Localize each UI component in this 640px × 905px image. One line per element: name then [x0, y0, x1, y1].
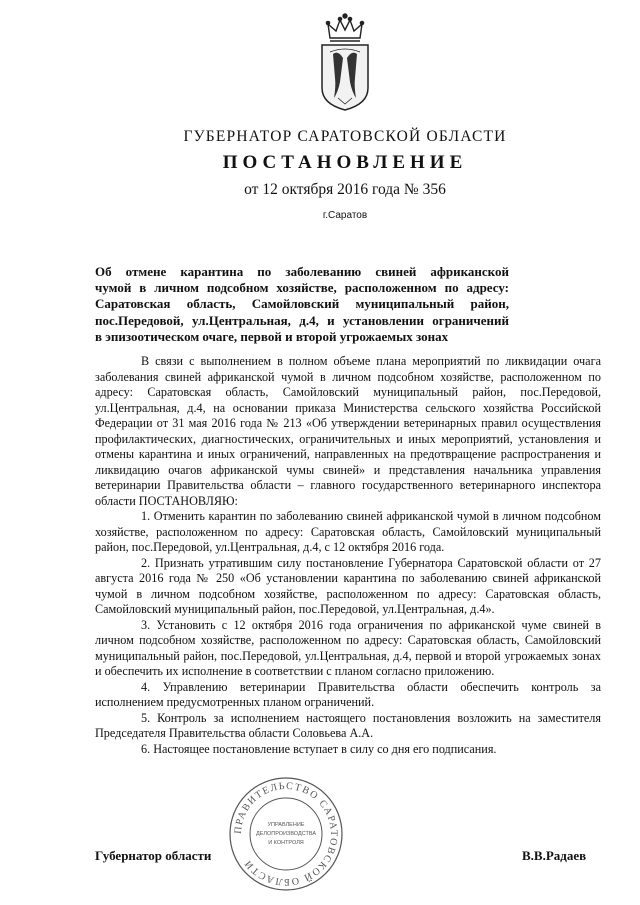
clause-2: 2. Признать утратившим силу постановление Губернатора Саратовской области от 27 августа 2016 года № 250 «Об установлении карантина по заболеванию свиней африканской чумой в личном подсобном хозяйстве, расположенном по адресу: Саратовская область, Самойловский муниципальный район, пос.Передовой, ул.Центральная, д.4».: [95, 555, 601, 616]
official-stamp: [228, 776, 344, 892]
stamp-center-line: ДЕЛОПРОИЗВОДСТВА: [255, 831, 317, 837]
date-and-number: от 12 октября 2016 года № 356: [244, 181, 446, 198]
clause-6: 6. Настоящее постановление вступает в силу со дня его подписания.: [141, 741, 497, 756]
signer-title: Губернатор области: [95, 848, 212, 863]
title-line: чумой в личном подсобном хозяйстве, расположенном по адресу:: [95, 280, 509, 296]
signer-name: В.В.Радаев: [522, 848, 587, 863]
document-type: ПОСТАНОВЛЕНИЕ: [222, 152, 468, 173]
preamble-paragraph: В связи с выполнением в полном объеме плана мероприятий по ликвидации очага заболевания свиней африканской чумой в личном подсобном хозяйстве, расположенном по адресу: Саратовская область, Самойловский муниципальный район, пос.Передовой, ул.Центральная, д.4, на основании приказа Министерства сельского хозяйства Российской Федерации от 31 мая 2016 года № 213 «Об утверждении ветеринарных правил осуществления профилактических, диагностических, ограничительных и иных мероприятий, установления и отмены карантина и иных ограничений, направленных на предотвращение распространения и ликвидацию очагов африканской чумы свиней» и представления начальника управления ветеринарии Правительства области – главного государственного ветеринарного инспектора области ПОСТАНОВЛЯЮ:: [95, 354, 601, 508]
clause-3: 3. Установить с 12 октября 2016 года ограничения по африканской чуме свиней в личном подсобном хозяйстве, расположенном по адресу: Саратовская область, Самойловский муниципальный район, пос.Передовой, ул.Центральная, д.4, первой и второй угрожаемых зонах и обеспечить их исполнение в соответствии с планом согласно приложению.: [95, 617, 601, 678]
stamp-ring-text: ПРАВИТЕЛЬСТВО САРАТОВСКОЙ ОБЛАСТИ: [232, 780, 340, 888]
stamp-center-line: УПРАВЛЕНИЕ: [267, 822, 305, 828]
title-line: пос.Передовой, ул.Центральная, д.4, и установлении ограничений: [95, 312, 509, 328]
stamp-center-line: И КОНТРОЛЯ: [268, 840, 304, 846]
title-line: в эпизоотическом очаге, первой и второй угрожаемых зонах: [95, 328, 449, 344]
clause-5: 5. Контроль за исполнением настоящего постановления возложить на заместителя Председателя Правительства области Соловьева А.А.: [95, 710, 601, 740]
clause-4: 4. Управлению ветеринарии Правительства области обеспечить контроль за исполнением предусмотренных планом ограничений.: [95, 679, 601, 709]
document-body: [95, 354, 601, 757]
coat-of-arms-icon: [316, 12, 374, 112]
clause-1: 1. Отменить карантин по заболеванию свиней африканской чумой в личном подсобном хозяйстве, расположенном по адресу: Саратовская область, Самойловский муниципальный район, пос.Передовой, ул.Центральная, д.4, с 12 октября 2016 года.: [95, 509, 601, 554]
place-of-issue: г.Саратов: [322, 210, 368, 221]
issuing-authority: ГУБЕРНАТОР САРАТОВСКОЙ ОБЛАСТИ: [183, 128, 507, 145]
document-title: [95, 264, 509, 345]
title-line: Об отмене карантина по заболеванию свиней африканской: [95, 264, 509, 279]
title-line: Саратовская область, Самойловский муниципальный район,: [95, 296, 509, 312]
